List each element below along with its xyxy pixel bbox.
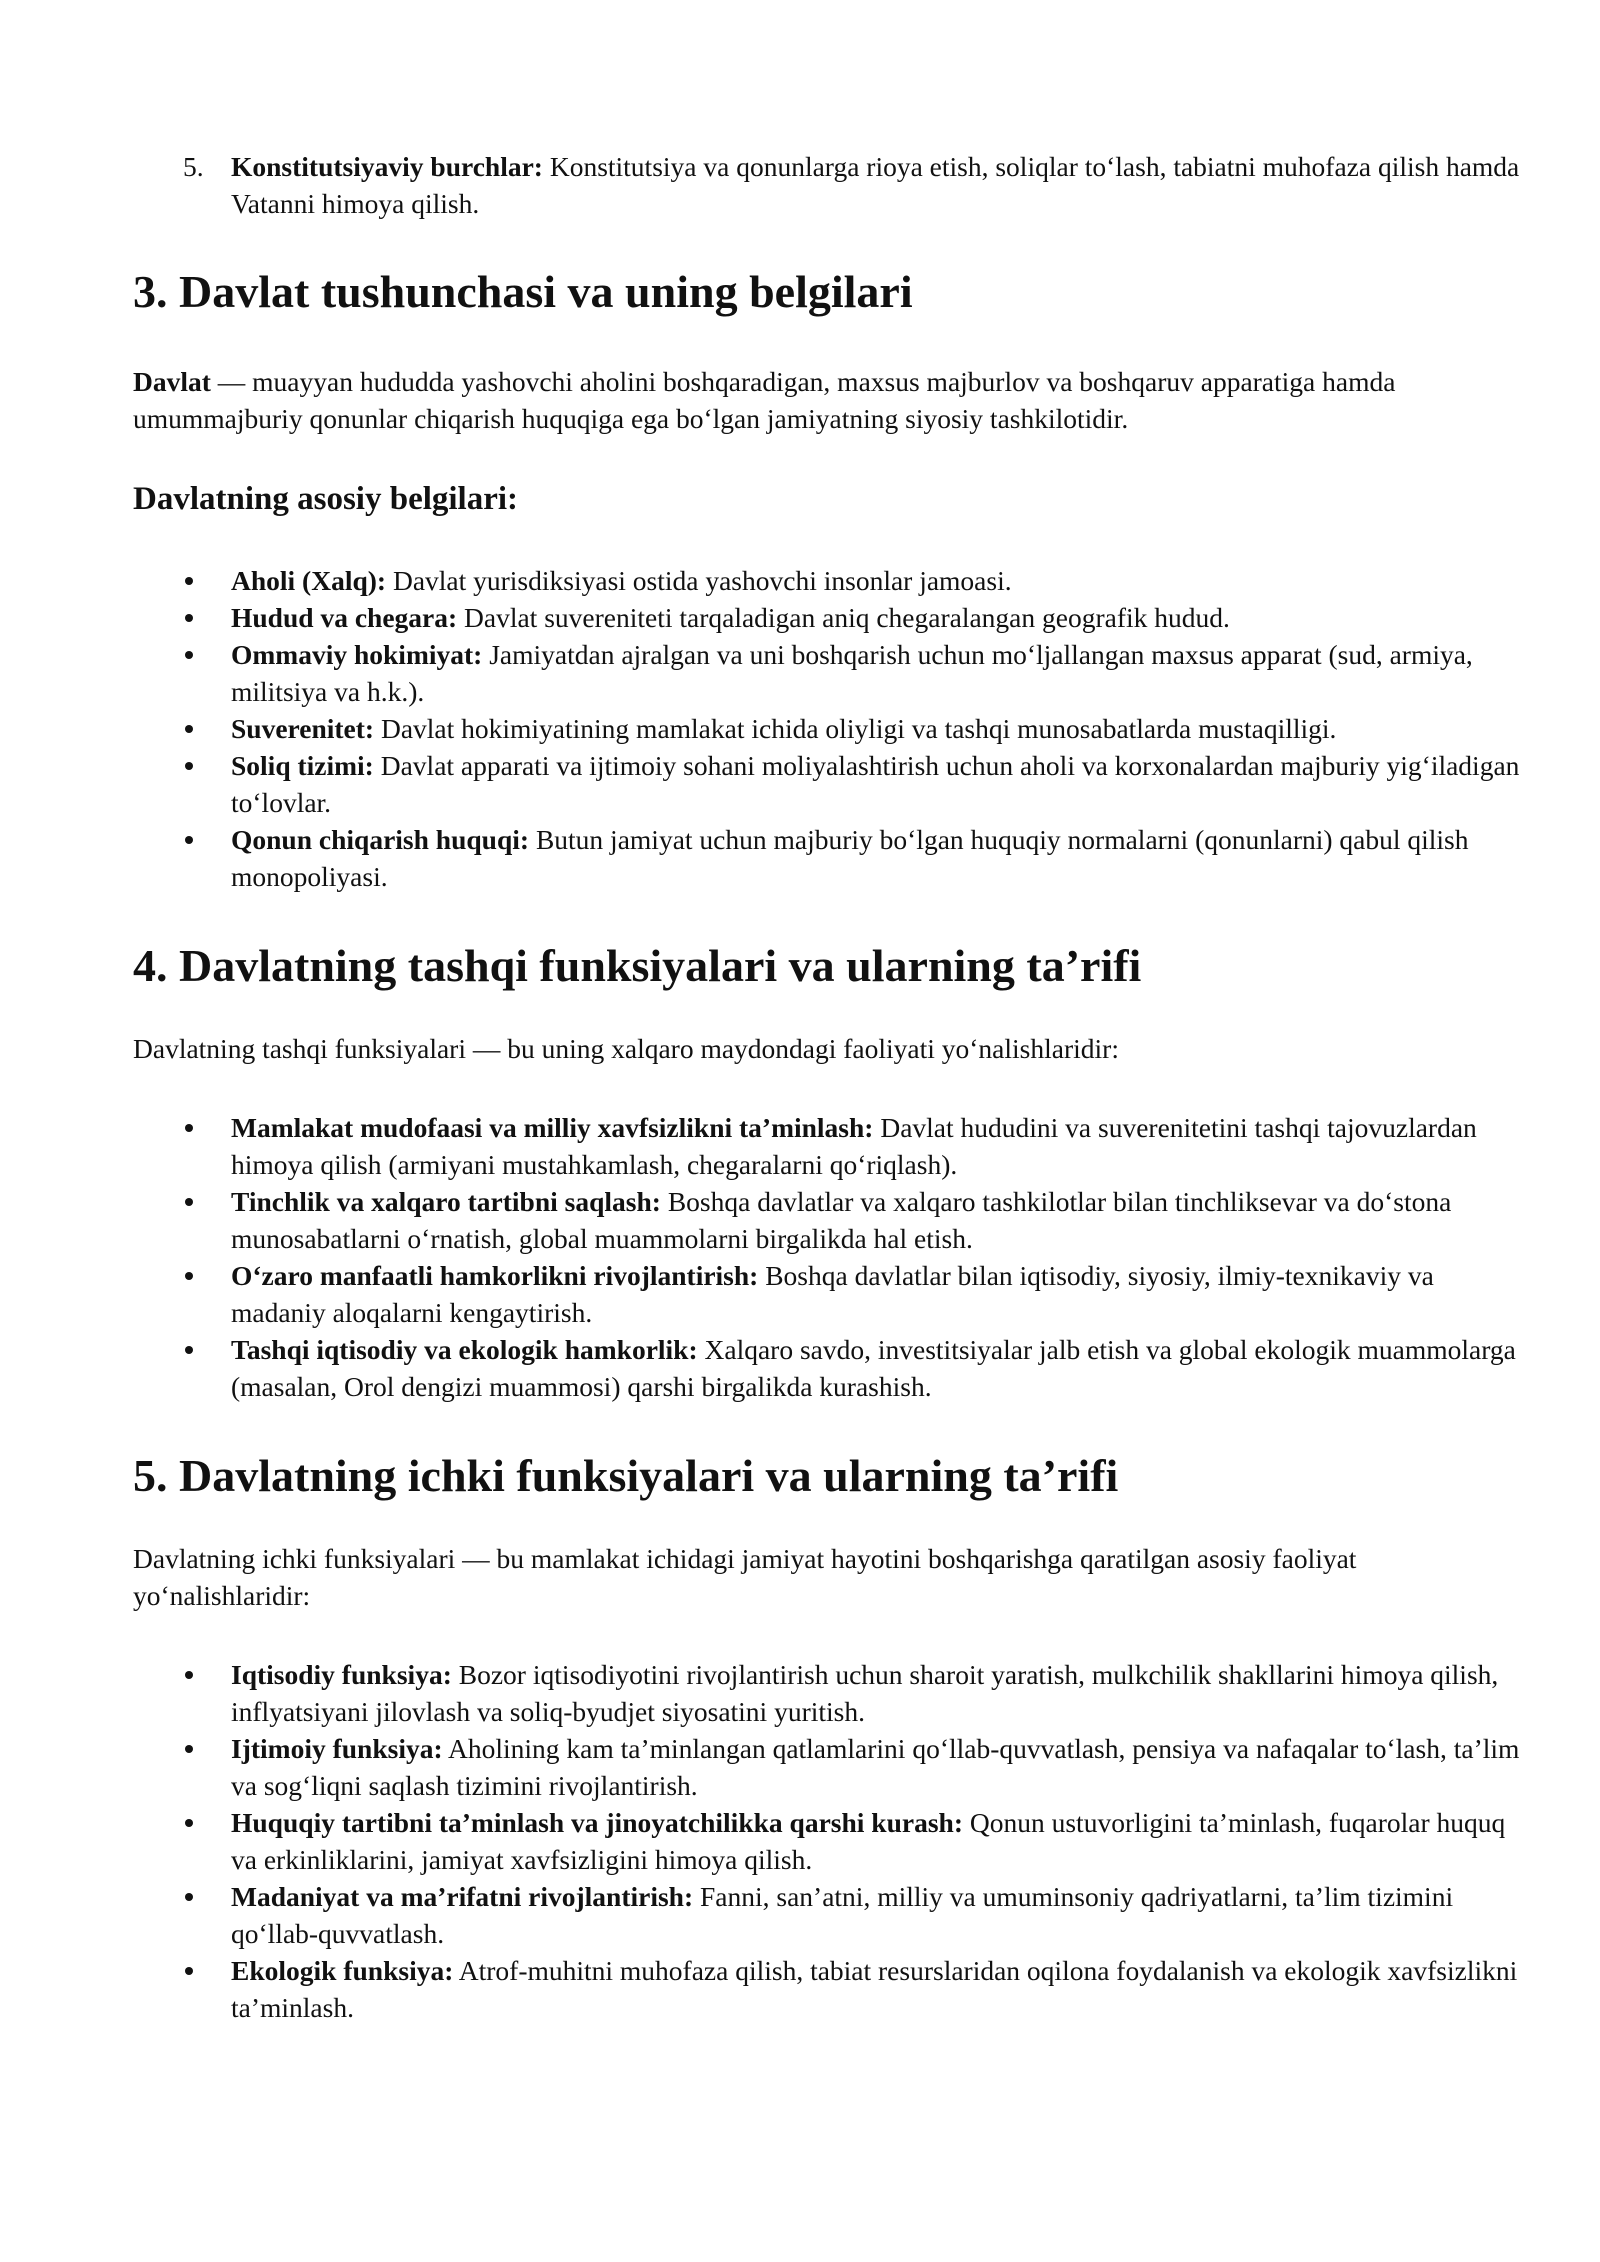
bullet-icon — [185, 1346, 193, 1354]
definition-term: Davlat — [133, 366, 211, 397]
list-item-term: Ijtimoiy funksiya: — [231, 1733, 443, 1764]
bullet-icon — [185, 651, 193, 659]
list-item-term: Suverenitet: — [231, 713, 375, 744]
list-item-term: Soliq tizimi: — [231, 750, 374, 781]
list-item — [133, 1952, 1533, 2026]
list-item-term: Aholi (Xalq): — [231, 565, 387, 596]
list-item-text: Bozor iqtisodiyotini rivojlantirish uchun sharoit yaratish, mulkchilik shakllarini himoya qilish, inflyatsiyani jilovlash va soliq-byudjet siyosatini yuritish. — [231, 1659, 1499, 1727]
list-item — [133, 747, 1533, 821]
list-item — [133, 1804, 1533, 1878]
list-item-term: Madaniyat va ma’rifatni rivojlantirish: — [231, 1881, 694, 1912]
list-item-term: Hudud va chegara: — [231, 602, 458, 633]
list-item — [133, 1109, 1533, 1183]
list-item-text: Davlat hududini va suverenitetini tashqi tajovuzlardan himoya qilish (armiyani mustahkamlash, chegaralarni qo‘riqlash). — [231, 1112, 1477, 1180]
list-item — [133, 821, 1533, 895]
list-item-text: Xalqaro savdo, investitsiyalar jalb etish va global ekologik muammolarga (masalan, Orol dengizi muammosi) qarshi birgalikda kurashish. — [231, 1334, 1516, 1402]
list-item — [133, 1183, 1533, 1257]
list-item-text: Boshqa davlatlar va xalqaro tashkilotlar bilan tinchliksevar va do‘stona munosabatlarni o‘rnatish, global muammolarni birgalikda hal etish. — [231, 1186, 1452, 1254]
item-number: 5. — [183, 151, 204, 182]
internal-functions-list — [133, 1656, 1533, 2026]
bullet-icon — [185, 725, 193, 733]
list-item-text: Boshqa davlatlar bilan iqtisodiy, siyosiy, ilmiy-texnikaviy va madaniy aloqalarni kengaytirish. — [231, 1260, 1434, 1328]
bullet-icon — [185, 1893, 193, 1901]
bullet-icon — [185, 762, 193, 770]
list-item — [133, 599, 1533, 636]
external-functions-intro: Davlatning tashqi funksiyalari — bu uning xalqaro maydondagi faoliyati yo‘nalishlaridir: — [133, 1033, 1119, 1064]
bullet-icon — [185, 577, 193, 585]
list-item-text: Davlat hokimiyatining mamlakat ichida oliyligi va tashqi munosabatlarda mustaqilligi. — [374, 713, 1337, 744]
bullet-icon — [185, 1819, 193, 1827]
state-features-subheading: Davlatning asosiy belgilari: — [133, 481, 519, 517]
list-item-text: Davlat apparati va ijtimoiy sohani moliyalashtirish uchun aholi va korxonalardan majburiy yig‘iladigan to‘lovlar. — [231, 750, 1520, 818]
list-item-term: Tashqi iqtisodiy va ekologik hamkorlik: — [231, 1334, 698, 1365]
list-item-term: Mamlakat mudofaasi va milliy xavfsizlikni ta’minlash: — [231, 1112, 874, 1143]
bullet-icon — [185, 1745, 193, 1753]
document-page — [133, 148, 1533, 2026]
bullet-icon — [185, 1198, 193, 1206]
list-item-term: O‘zaro manfaatli hamkorlikni rivojlantirish: — [231, 1260, 759, 1291]
numbered-item-constitutional-duties — [133, 148, 1533, 222]
list-item — [133, 636, 1533, 710]
list-item-text: Fanni, san’atni, milliy va umuminsoniy qadriyatlarni, ta’lim tizimini qo‘llab-quvvatlash. — [231, 1881, 1454, 1949]
bullet-icon — [185, 1967, 193, 1975]
item-description: Konstitutsiya va qonunlarga rioya etish, soliqlar to‘lash, tabiatni muhofaza qilish hamda Vatanni himoya qilish. — [231, 151, 1520, 219]
list-item-term: Ommaviy hokimiyat: — [231, 639, 483, 670]
state-definition — [133, 363, 1533, 437]
list-item — [133, 1257, 1533, 1331]
item-text — [231, 148, 1533, 222]
list-item-term: Tinchlik va xalqaro tartibni saqlash: — [231, 1186, 661, 1217]
list-item-text: Davlat suvereniteti tarqaladigan aniq chegaralangan geografik hudud. — [457, 602, 1230, 633]
list-item-term: Huquqiy tartibni ta’minlash va jinoyatchilikka qarshi kurash: — [231, 1807, 963, 1838]
section-4-heading: 4. Davlatning tashqi funksiyalari va ularning ta’rifi — [133, 940, 1142, 991]
list-item-text: Butun jamiyat uchun majburiy bo‘lgan huquqiy normalarni (qonunlarni) qabul qilish monopoliyasi. — [231, 824, 1469, 892]
list-item-text: Jamiyatdan ajralgan va uni boshqarish uchun mo‘ljallangan maxsus apparat (sud, armiya, militsiya va h.k.). — [231, 639, 1473, 707]
list-item — [133, 710, 1533, 747]
list-item — [133, 1331, 1533, 1405]
list-item-text: Aholining kam ta’minlangan qatlamlarini qo‘llab-quvvatlash, pensiya va nafaqalar to‘lash, ta’lim va sog‘liqni saqlash tizimini rivojlantirish. — [231, 1733, 1520, 1801]
list-item-term: Iqtisodiy funksiya: — [231, 1659, 452, 1690]
state-features-list — [133, 562, 1533, 895]
bullet-icon — [185, 614, 193, 622]
bullet-icon — [185, 1671, 193, 1679]
section-5-heading: 5. Davlatning ichki funksiyalari va ularning ta’rifi — [133, 1450, 1119, 1501]
list-item — [133, 1656, 1533, 1730]
bullet-icon — [185, 1124, 193, 1132]
list-item-text: Davlat yurisdiksiyasi ostida yashovchi insonlar jamoasi. — [386, 565, 1012, 596]
external-functions-list — [133, 1109, 1533, 1405]
list-item — [133, 1878, 1533, 1952]
list-item — [133, 1730, 1533, 1804]
list-item — [133, 562, 1533, 599]
list-item-text: Qonun ustuvorligini ta’minlash, fuqarolar huquq va erkinliklarini, jamiyat xavfsizligini himoya qilish. — [231, 1807, 1506, 1875]
section-3-heading: 3. Davlat tushunchasi va uning belgilari — [133, 266, 913, 317]
bullet-icon — [185, 1272, 193, 1280]
list-item-term: Qonun chiqarish huquqi: — [231, 824, 530, 855]
definition-text: — muayyan hududda yashovchi aholini boshqaradigan, maxsus majburlov va boshqaruv apparatiga hamda umummajburiy qonunlar chiqarish huquqiga ega bo‘lgan jamiyatning siyosiy tashkilotidir. — [133, 366, 1396, 434]
bullet-icon — [185, 836, 193, 844]
internal-functions-intro: Davlatning ichki funksiyalari — bu mamlakat ichidagi jamiyat hayotini boshqarishga qaratilgan asosiy faoliyat yo‘nalishlaridir: — [133, 1543, 1357, 1611]
item-term: Konstitutsiyaviy burchlar: — [231, 151, 543, 182]
list-item-term: Ekologik funksiya: — [231, 1955, 454, 1986]
list-item-text: Atrof-muhitni muhofaza qilish, tabiat resurslaridan oqilona foydalanish va ekologik xavfsizlikni ta’minlash. — [231, 1955, 1518, 2023]
